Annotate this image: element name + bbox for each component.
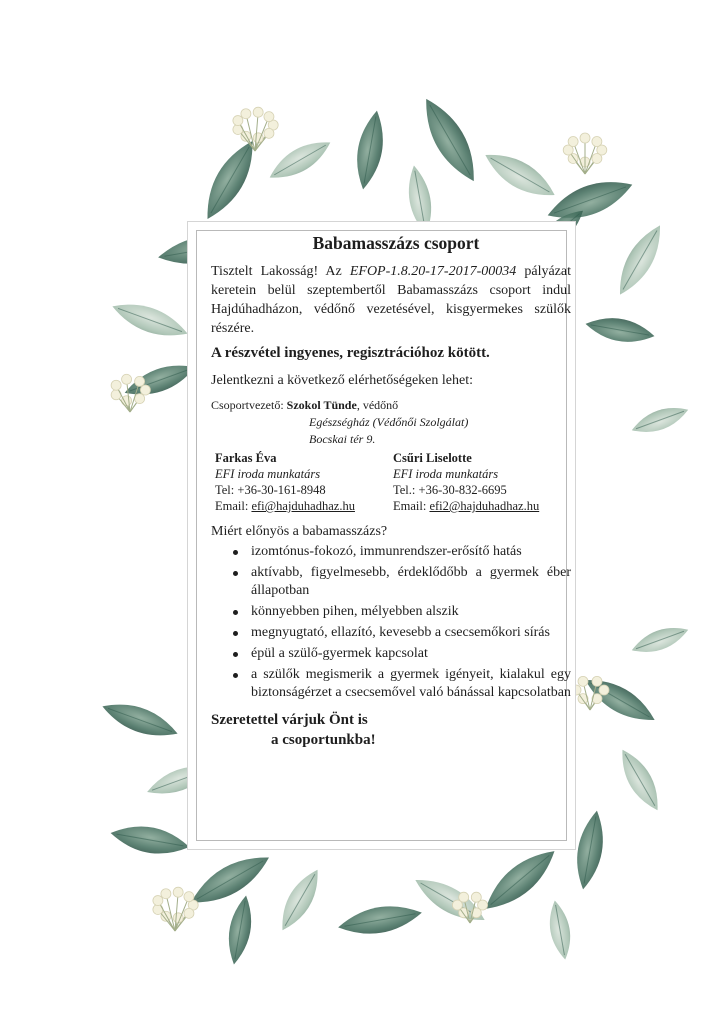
benefits-title: Miért előnyös a babamasszázs? bbox=[211, 524, 388, 539]
list-item: épül a szülő-gyermek kapcsolat bbox=[233, 645, 571, 663]
flower-blossom bbox=[173, 887, 183, 897]
flower-blossom bbox=[135, 376, 145, 386]
flower-blossom bbox=[253, 107, 263, 117]
tel-number: +36-30-832-6695 bbox=[418, 483, 507, 497]
flower-blossom bbox=[241, 109, 251, 119]
flower-blossom bbox=[592, 676, 602, 686]
contact-email bbox=[215, 499, 355, 513]
group-leader bbox=[211, 397, 571, 448]
leader-label: Csoportvezető: bbox=[211, 398, 287, 412]
flower-blossom bbox=[459, 892, 469, 902]
intro-paragraph bbox=[211, 262, 571, 338]
flower-blossom bbox=[140, 385, 150, 395]
intro-text-2: pályázat keretein belül szeptembertől Babamasszázs csoport indul Hajdúhadházon, védőnő vezetésével, kisgyermekes szülők részére. bbox=[211, 264, 571, 336]
flower-blossom bbox=[135, 394, 145, 404]
closing-message bbox=[211, 710, 571, 750]
contact-name: Farkas Éva bbox=[215, 451, 277, 465]
flower-blossom bbox=[580, 133, 590, 143]
flower-blossom bbox=[122, 396, 132, 406]
flower-blossom bbox=[568, 137, 578, 147]
leader-place: Egészségház (Védőnői Szolgálat) bbox=[309, 415, 469, 429]
intro-text-1: Tisztelt Lakosság! Az bbox=[211, 264, 350, 279]
flower-blossom bbox=[264, 128, 274, 138]
contact-name: Csűri Liselotte bbox=[393, 451, 472, 465]
flower-blossom bbox=[592, 137, 602, 147]
leader-name: Szokol Tünde bbox=[286, 398, 357, 412]
contact-tel bbox=[393, 483, 507, 497]
email-link[interactable]: efi@hajduhadhaz.hu bbox=[251, 499, 355, 513]
flower-blossom bbox=[184, 908, 194, 918]
benefits-list bbox=[211, 543, 571, 702]
list-item: megnyugtató, ellazító, kevesebb a csecsemőkori sírás bbox=[233, 624, 571, 642]
tel-label: Tel.: bbox=[393, 483, 419, 497]
contact-email bbox=[393, 499, 539, 513]
email-link[interactable]: efi2@hajduhadhaz.hu bbox=[429, 499, 540, 513]
flower-blossom bbox=[471, 892, 481, 902]
flower-blossom bbox=[184, 892, 194, 902]
project-code: EFOP-1.8.20-17-2017-00034 bbox=[349, 264, 517, 279]
flower-blossom bbox=[592, 153, 602, 163]
free-notice: A részvétel ingyenes, regisztrációhoz kötött. bbox=[211, 345, 490, 361]
flyer-title: Babamasszázs csoport bbox=[312, 233, 480, 253]
list-item: izomtónus-fokozó, immunrendszer-erősítő hatás bbox=[233, 543, 571, 561]
flower-blossom bbox=[264, 112, 274, 122]
tel-label: Tel: bbox=[215, 483, 238, 497]
closing-line-2: a csoportunkba! bbox=[271, 732, 376, 748]
contact-role: EFI iroda munkatárs bbox=[215, 467, 321, 481]
flower-blossom bbox=[578, 676, 588, 686]
flower-blossom bbox=[161, 889, 171, 899]
list-item: a szülők megismerik a gyermek igényeit, kialakul egy biztonságérzet a csecsemővel való bánással kapcsolatban bbox=[233, 666, 571, 702]
list-item: aktívabb, figyelmesebb, érdeklődőbb a gyermek éber állapotban bbox=[233, 564, 571, 600]
contacts bbox=[215, 450, 571, 514]
contact-tel bbox=[215, 483, 326, 497]
leader-address: Bocskai tér 9. bbox=[309, 432, 376, 446]
contact-card bbox=[215, 450, 393, 514]
leader-role: , védőnő bbox=[356, 398, 399, 412]
email-label: Email: bbox=[393, 499, 430, 513]
tel-number: +36-30-161-8948 bbox=[237, 483, 326, 497]
apply-text: Jelentkezni a következő elérhetőségeken lehet: bbox=[211, 373, 473, 388]
flower-blossom bbox=[111, 380, 121, 390]
contact-role: EFI iroda munkatárs bbox=[393, 467, 499, 481]
flower-blossom bbox=[599, 685, 609, 695]
leaf-vein bbox=[491, 855, 550, 904]
flyer-content bbox=[211, 232, 571, 750]
list-item: könnyebben pihen, mélyebben alszik bbox=[233, 603, 571, 621]
email-label: Email: bbox=[215, 499, 252, 513]
flower-blossom bbox=[122, 374, 132, 384]
contact-card bbox=[393, 450, 571, 514]
closing-line-1: Szeretettel várjuk Önt is bbox=[211, 712, 368, 728]
flower-blossom bbox=[233, 116, 243, 126]
flower-blossom bbox=[153, 896, 163, 906]
